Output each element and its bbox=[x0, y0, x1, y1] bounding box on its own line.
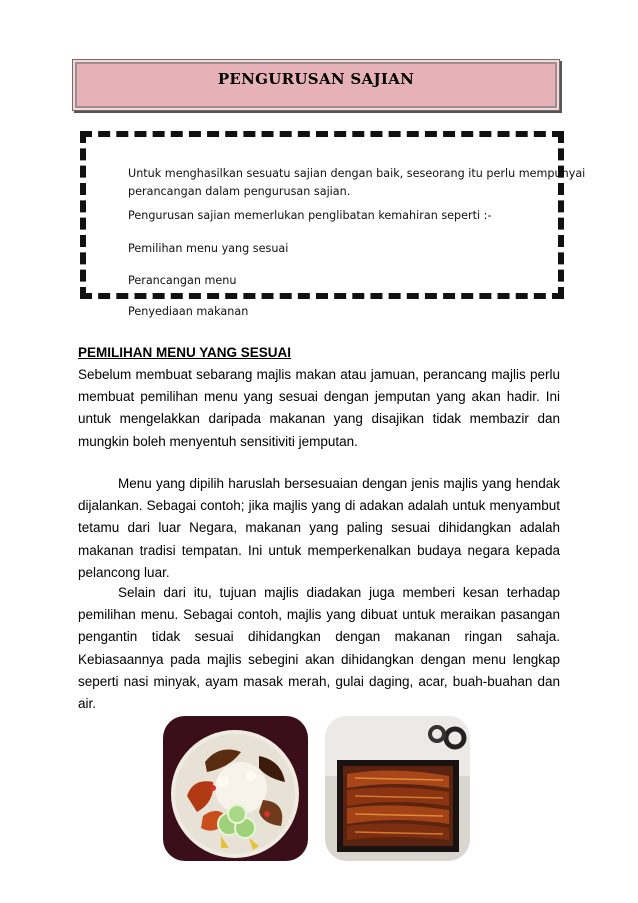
summary-line-6: Penyediaan makanan bbox=[128, 305, 249, 318]
paragraph-1: Sebelum membuat sebarang majlis makan atau jamuan, perancang majlis perlu membuat pemilihan menu yang sesuai dengan jemputan yang akan hadir. Ini untuk mengelakkan daripada makanan yang disajikan tidak membazir dan mungkin boleh menyentuh sensitiviti jemputan. bbox=[78, 367, 560, 449]
page-title: PENGURUSAN SAJIAN bbox=[217, 70, 415, 88]
summary-line-5: Perancangan menu bbox=[128, 274, 237, 287]
grilled-eel-photo bbox=[325, 716, 470, 861]
summary-line-2: perancangan dalam pengurusan sajian. bbox=[128, 185, 351, 198]
summary-line-4: Pemilihan menu yang sesuai bbox=[128, 242, 289, 255]
section-heading: PEMILIHAN MENU YANG SESUAI bbox=[78, 345, 292, 360]
paragraph-2: Menu yang dipilih haruslah bersesuaian dengan jenis majlis yang hendak dijalankan. Sebagai contoh; jika majlis yang di adakan adalah untuk menyambut tetamu dari luar Negara, makanan yang paling sesuai dihidangkan adalah makanan tradisi tempatan. Ini untuk memperkenalkan budaya negara kepada pelancong luar. bbox=[78, 476, 560, 580]
summary-line-1: Untuk menghasilkan sesuatu sajian dengan baik, seseorang itu perlu mempunyai bbox=[128, 167, 586, 180]
title-banner bbox=[72, 59, 560, 111]
paragraph-3: Selain dari itu, tujuan majlis diadakan juga memberi kesan terhadap pemilihan menu. Sebagai contoh, majlis yang dibuat untuk meraikan pasangan pengantin tidak sesuai dihidangkan dengan makanan ringan sahaja. Kebiasaannya pada majlis sebegini akan dihidangkan dengan menu lengkap seperti nasi minyak, ayam masak merah, gulai daging, acar, buah-buahan dan air. bbox=[78, 585, 560, 712]
summary-line-3: Pengurusan sajian memerlukan penglibatan kemahiran seperti :- bbox=[128, 209, 492, 222]
nasi-minyak-photo bbox=[163, 716, 308, 861]
